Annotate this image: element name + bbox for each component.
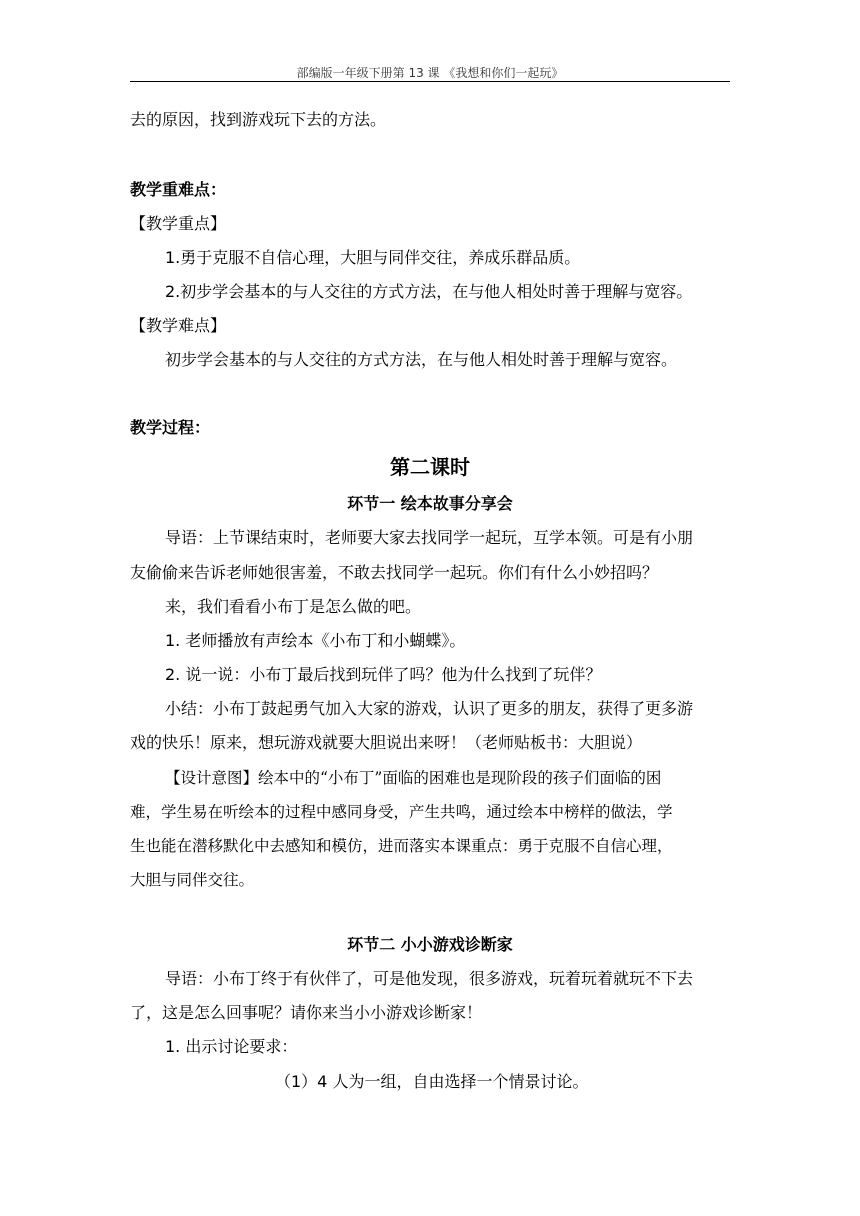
- design-intent-line: 生也能在潜移默化中去感知和模仿，进而落实本课重点：勇于克服不自信心理，: [130, 837, 673, 855]
- focus-item: 1.勇于克服不自信心理，大胆与同伴交往，养成乐群品质。: [165, 248, 581, 267]
- text-line: 导语：上节课结束时，老师要大家去找同学一起玩，互学本领。可是有小朋: [165, 528, 694, 547]
- header-rule: [130, 81, 730, 82]
- text-line: 小结：小布丁鼓起勇气加入大家的游戏，认识了更多的朋友，获得了更多游: [165, 699, 694, 718]
- focus-label: 【教学重点】: [130, 214, 227, 233]
- list-item: 1. 出示讨论要求：: [165, 1037, 298, 1056]
- design-intent-line: 大胆与同伴交往。: [130, 871, 255, 889]
- section1-title: 环节一 绘本故事分享会: [347, 494, 513, 513]
- text-line: 友偷偷来告诉老师她很害羞，不敢去找同学一起玩。你们有什么小妙招吗？: [130, 563, 659, 582]
- list-item: 1. 老师播放有声绘本《小布丁和小蝴蝶》。: [165, 631, 466, 650]
- difficulty-label: 【教学难点】: [130, 316, 227, 335]
- text-line: 去的原因，找到游戏玩下去的方法。: [130, 110, 387, 129]
- section2-title: 环节二 小小游戏诊断家: [347, 935, 513, 954]
- lesson-title: 第二课时: [390, 455, 470, 479]
- sub-list-item: （1）4 人为一组，自由选择一个情景讨论。: [275, 1072, 589, 1091]
- focus-item: 2.初步学会基本的与人交往的方式方法，在与他人相处时善于理解与宽容。: [165, 282, 693, 301]
- list-item: 2. 说一说：小布丁最后找到玩伴了吗？他为什么找到了玩伴？: [165, 665, 602, 684]
- design-intent-line: 难，学生易在听绘本的过程中感同身受，产生共鸣，通过绘本中榜样的做法，学: [130, 803, 673, 821]
- text-line: 戏的快乐！原来，想玩游戏就要大胆说出来呀！（老师贴板书：大胆说）: [130, 733, 643, 752]
- difficulty-item: 初步学会基本的与人交往的方式方法，在与他人相处时善于理解与宽容。: [165, 350, 678, 369]
- text-line: 来，我们看看小布丁是怎么做的吧。: [165, 597, 422, 616]
- text-line: 导语：小布丁终于有伙伴了，可是他发现，很多游戏，玩着玩着就玩不下去: [165, 969, 694, 988]
- section-heading-key-points: 教学重难点：: [130, 180, 227, 199]
- running-header: 部编版一年级下册第 13 课 《我想和你们一起玩》: [296, 66, 564, 80]
- section-heading-process: 教学过程：: [130, 418, 211, 437]
- text-line: 了，这是怎么回事呢？请你来当小小游戏诊断家！: [130, 1003, 483, 1022]
- design-intent-line: 【设计意图】绘本中的“小布丁”面临的困难也是现阶段的孩子们面临的困: [165, 769, 662, 787]
